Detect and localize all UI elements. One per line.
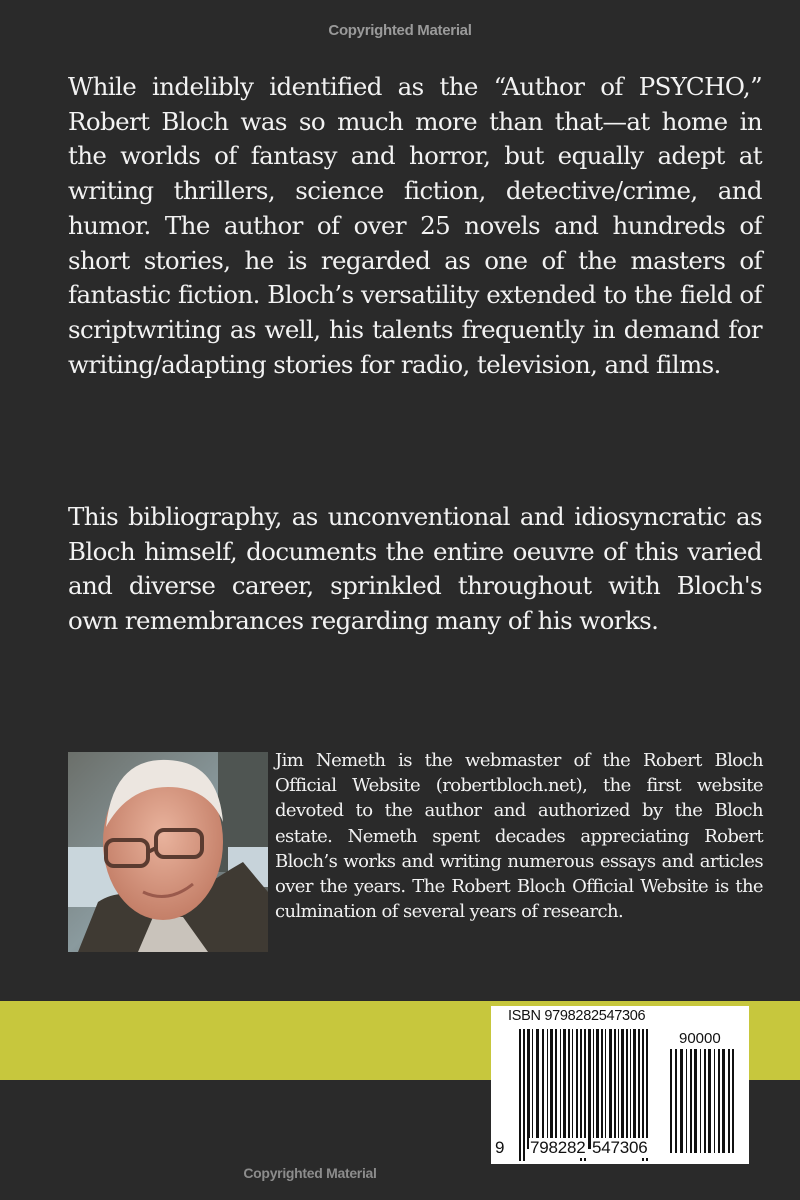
barcode-digit-lead: 9	[495, 1138, 505, 1157]
watermark-top: Copyrighted Material	[328, 22, 472, 39]
watermark-bottom: Copyrighted Material	[243, 1165, 377, 1181]
description-paragraph-1: While indelibly identified as the “Author of PSYCHO,” Robert Bloch was so much more than that—at home in the worlds of fantasy and horror, but equally adept at writing thrillers, science fiction, detective/crime, and humor. The author of over 25 novels and hundreds of short stories, he is regarded as one of the masters of fantastic fiction. Bloch’s versatility extended to the field of scriptwriting as well, his talents frequently in demand for writing/adapting stories for radio, television, and films.	[68, 72, 762, 379]
author-photo	[68, 752, 268, 952]
barcode-digits-group-2: 547306	[592, 1138, 648, 1157]
addon-barcode-icon	[667, 1049, 737, 1153]
barcode-digits-group-1: 798282	[530, 1138, 586, 1157]
author-portrait-icon	[68, 752, 268, 952]
author-bio: Jim Nemeth is the webmaster of the Robert Bloch Official Website (robertbloch.net), the first website devoted to the author and authorized by the Bloch estate. Nemeth spent decades appreciating Robert Bloch’s works and writing numerous essays and articles over the years. The Robert Bloch Official Website is the culmination of several years of research.	[275, 750, 763, 923]
description-paragraph-2: This bibliography, as unconventional and idiosyncratic as Bloch himself, documents the entire oeuvre of this varied and diverse career, sprinkled throughout with Bloch's own remembrances regarding many of his works.	[68, 502, 762, 636]
isbn-barcode	[491, 1006, 749, 1164]
addon-number: 90000	[679, 1030, 721, 1047]
isbn-label: ISBN 9798282547306	[508, 1008, 646, 1024]
